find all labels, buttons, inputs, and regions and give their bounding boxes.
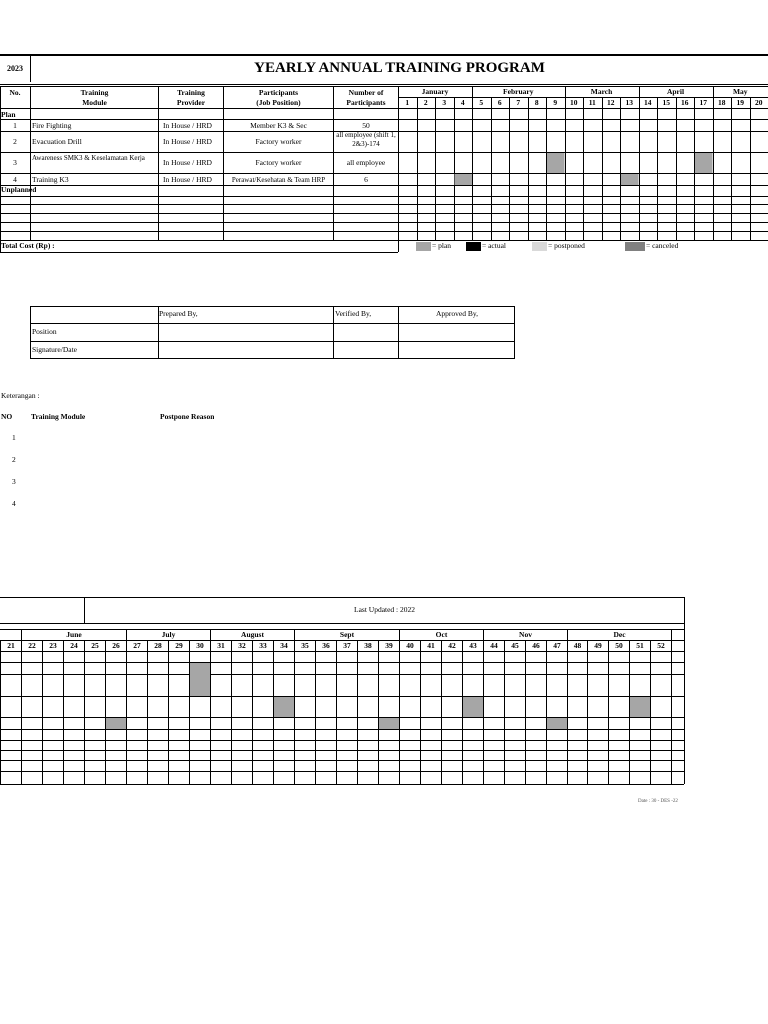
col-module-line1: Training xyxy=(80,88,109,97)
row2-provider: In House / HRD xyxy=(163,137,212,146)
week-30: 30 xyxy=(196,641,204,650)
week-39: 39 xyxy=(385,641,393,650)
row3-provider: In House / HRD xyxy=(163,158,212,167)
week-3: 3 xyxy=(442,98,447,107)
week-31: 31 xyxy=(217,641,225,650)
footer-date: Date : 30 - DES -22 xyxy=(638,799,678,804)
col-provider-line2: Provider xyxy=(176,98,206,107)
month-august: August xyxy=(241,630,264,639)
week-51: 51 xyxy=(636,641,644,650)
week-27: 27 xyxy=(133,641,141,650)
week-28: 28 xyxy=(154,641,162,650)
week-26: 26 xyxy=(112,641,120,650)
week-32: 32 xyxy=(238,641,246,650)
notes-title: Keterangan : xyxy=(1,391,40,400)
week-6: 6 xyxy=(497,98,502,107)
week-20: 20 xyxy=(755,98,763,107)
verified-by-label: Verified By, xyxy=(335,309,372,318)
plan-mark-week-43 xyxy=(463,697,483,717)
row1-no: 1 xyxy=(13,121,17,130)
signature-date-label: Signature/Date xyxy=(32,345,77,354)
week-22: 22 xyxy=(28,641,36,650)
week-1: 1 xyxy=(405,98,410,107)
month-january: January xyxy=(421,87,449,96)
week-10: 10 xyxy=(570,98,578,107)
col-module-line2: Module xyxy=(82,98,107,107)
notes-module-header: Training Module xyxy=(31,412,86,421)
row1-provider: In House / HRD xyxy=(163,121,212,130)
month-february: February xyxy=(503,87,534,96)
week-42: 42 xyxy=(448,641,456,650)
week-21: 21 xyxy=(7,641,15,650)
col-participants-line2: (Job Position) xyxy=(256,98,301,107)
week-52: 52 xyxy=(657,641,665,650)
approved-by-label: Approved By, xyxy=(435,309,478,318)
page-title: YEARLY ANNUAL TRAINING PROGRAM xyxy=(254,60,545,76)
last-updated: Last Updated : 2022 xyxy=(353,605,416,614)
col-provider-line1: Training xyxy=(177,88,205,97)
week-36: 36 xyxy=(322,641,330,650)
week-9: 9 xyxy=(553,98,558,107)
week-18: 18 xyxy=(718,98,726,107)
month-nov: Nov xyxy=(519,630,532,639)
week-4: 4 xyxy=(460,98,465,107)
position-label: Position xyxy=(32,327,57,336)
legend-postponed-label: = postponed xyxy=(548,241,585,250)
week-34: 34 xyxy=(280,641,288,650)
month-may: May xyxy=(732,87,748,96)
month-march: March xyxy=(590,87,613,96)
notes-item-3: 3 xyxy=(12,477,16,486)
month-sept: Sept xyxy=(339,630,355,639)
month-june: June xyxy=(66,630,82,639)
month-july: July xyxy=(161,630,176,639)
week-44: 44 xyxy=(490,641,498,650)
legend-actual-label: = actual xyxy=(482,241,507,250)
row3-module: Awareness SMK3 & Keselamatan Kerja xyxy=(32,154,145,162)
total-cost-label: Total Cost (Rp) : xyxy=(1,241,55,250)
legend-canceled-label: = canceled xyxy=(646,241,679,250)
row2-participants: Factory worker xyxy=(255,137,302,146)
notes-item-1: 1 xyxy=(12,433,16,442)
week-8: 8 xyxy=(534,98,539,107)
col-number-line1: Number of xyxy=(348,88,384,97)
week-35: 35 xyxy=(301,641,309,650)
week-16: 16 xyxy=(681,98,689,107)
row1-participants: Member K3 & Sec xyxy=(250,121,307,130)
row4-number: 6 xyxy=(364,175,368,184)
plan-mark-week-34 xyxy=(274,697,294,717)
unplanned-label: Unplanned xyxy=(1,185,37,194)
row2-no: 2 xyxy=(13,137,17,146)
row3-participants: Factory worker xyxy=(255,158,302,167)
plan-mark-week-30 xyxy=(190,663,210,696)
row3-number: all employee xyxy=(346,158,386,167)
notes-reason-header: Postpone Reason xyxy=(160,412,215,421)
plan-label: Plan xyxy=(1,110,16,119)
notes-no-header: NO xyxy=(1,412,13,421)
row4-participants: Perawat/Kesehatan & Team HRP xyxy=(231,176,326,184)
row4-no: 4 xyxy=(13,175,17,184)
month-oct: Oct xyxy=(435,630,448,639)
week-15: 15 xyxy=(662,98,670,107)
plan-mark-week-26 xyxy=(106,718,126,729)
prepared-by-label: Prepared By, xyxy=(159,309,198,318)
week-37: 37 xyxy=(343,641,351,650)
week-47: 47 xyxy=(553,641,561,650)
row4-module: Training K3 xyxy=(32,175,69,184)
week-41: 41 xyxy=(427,641,435,650)
week-43: 43 xyxy=(469,641,477,650)
year-cell: 2023 xyxy=(0,54,31,82)
week-17: 17 xyxy=(699,98,707,107)
week-2: 2 xyxy=(423,98,428,107)
col-number-line2: Participants xyxy=(346,98,386,107)
week-13: 13 xyxy=(625,98,633,107)
plan-mark-week-39 xyxy=(379,718,399,729)
row2-number: all employee (shift 1, 2&3)-174 xyxy=(336,131,396,148)
week-25: 25 xyxy=(91,641,99,650)
plan-mark-week-51 xyxy=(630,697,650,717)
week-33: 33 xyxy=(259,641,267,650)
notes-item-4: 4 xyxy=(12,499,16,508)
week-45: 45 xyxy=(511,641,519,650)
plan-mark-week-47 xyxy=(547,718,567,729)
row3-no: 3 xyxy=(13,158,17,167)
notes-item-2: 2 xyxy=(12,455,16,464)
week-49: 49 xyxy=(594,641,602,650)
row1-number: 50 xyxy=(362,121,370,130)
week-24: 24 xyxy=(70,641,78,650)
week-38: 38 xyxy=(364,641,372,650)
col-participants-line1: Participants xyxy=(258,88,299,97)
week-46: 46 xyxy=(532,641,540,650)
week-23: 23 xyxy=(49,641,57,650)
week-12: 12 xyxy=(607,98,615,107)
week-14: 14 xyxy=(644,98,652,107)
row1-module: Fire Fighting xyxy=(32,121,72,130)
week-11: 11 xyxy=(588,98,596,107)
row4-provider: In House / HRD xyxy=(163,175,212,184)
row2-module: Evacuation Drill xyxy=(32,137,82,146)
month-dec: Dec xyxy=(613,630,626,639)
week-50: 50 xyxy=(615,641,623,650)
legend-plan-label: = plan xyxy=(432,241,452,250)
col-no-header: No. xyxy=(9,88,21,97)
week-40: 40 xyxy=(406,641,414,650)
month-april: April xyxy=(666,87,685,96)
week-29: 29 xyxy=(175,641,183,650)
week-7: 7 xyxy=(516,98,521,107)
week-5: 5 xyxy=(479,98,484,107)
week-19: 19 xyxy=(736,98,744,107)
week-48: 48 xyxy=(573,641,582,650)
